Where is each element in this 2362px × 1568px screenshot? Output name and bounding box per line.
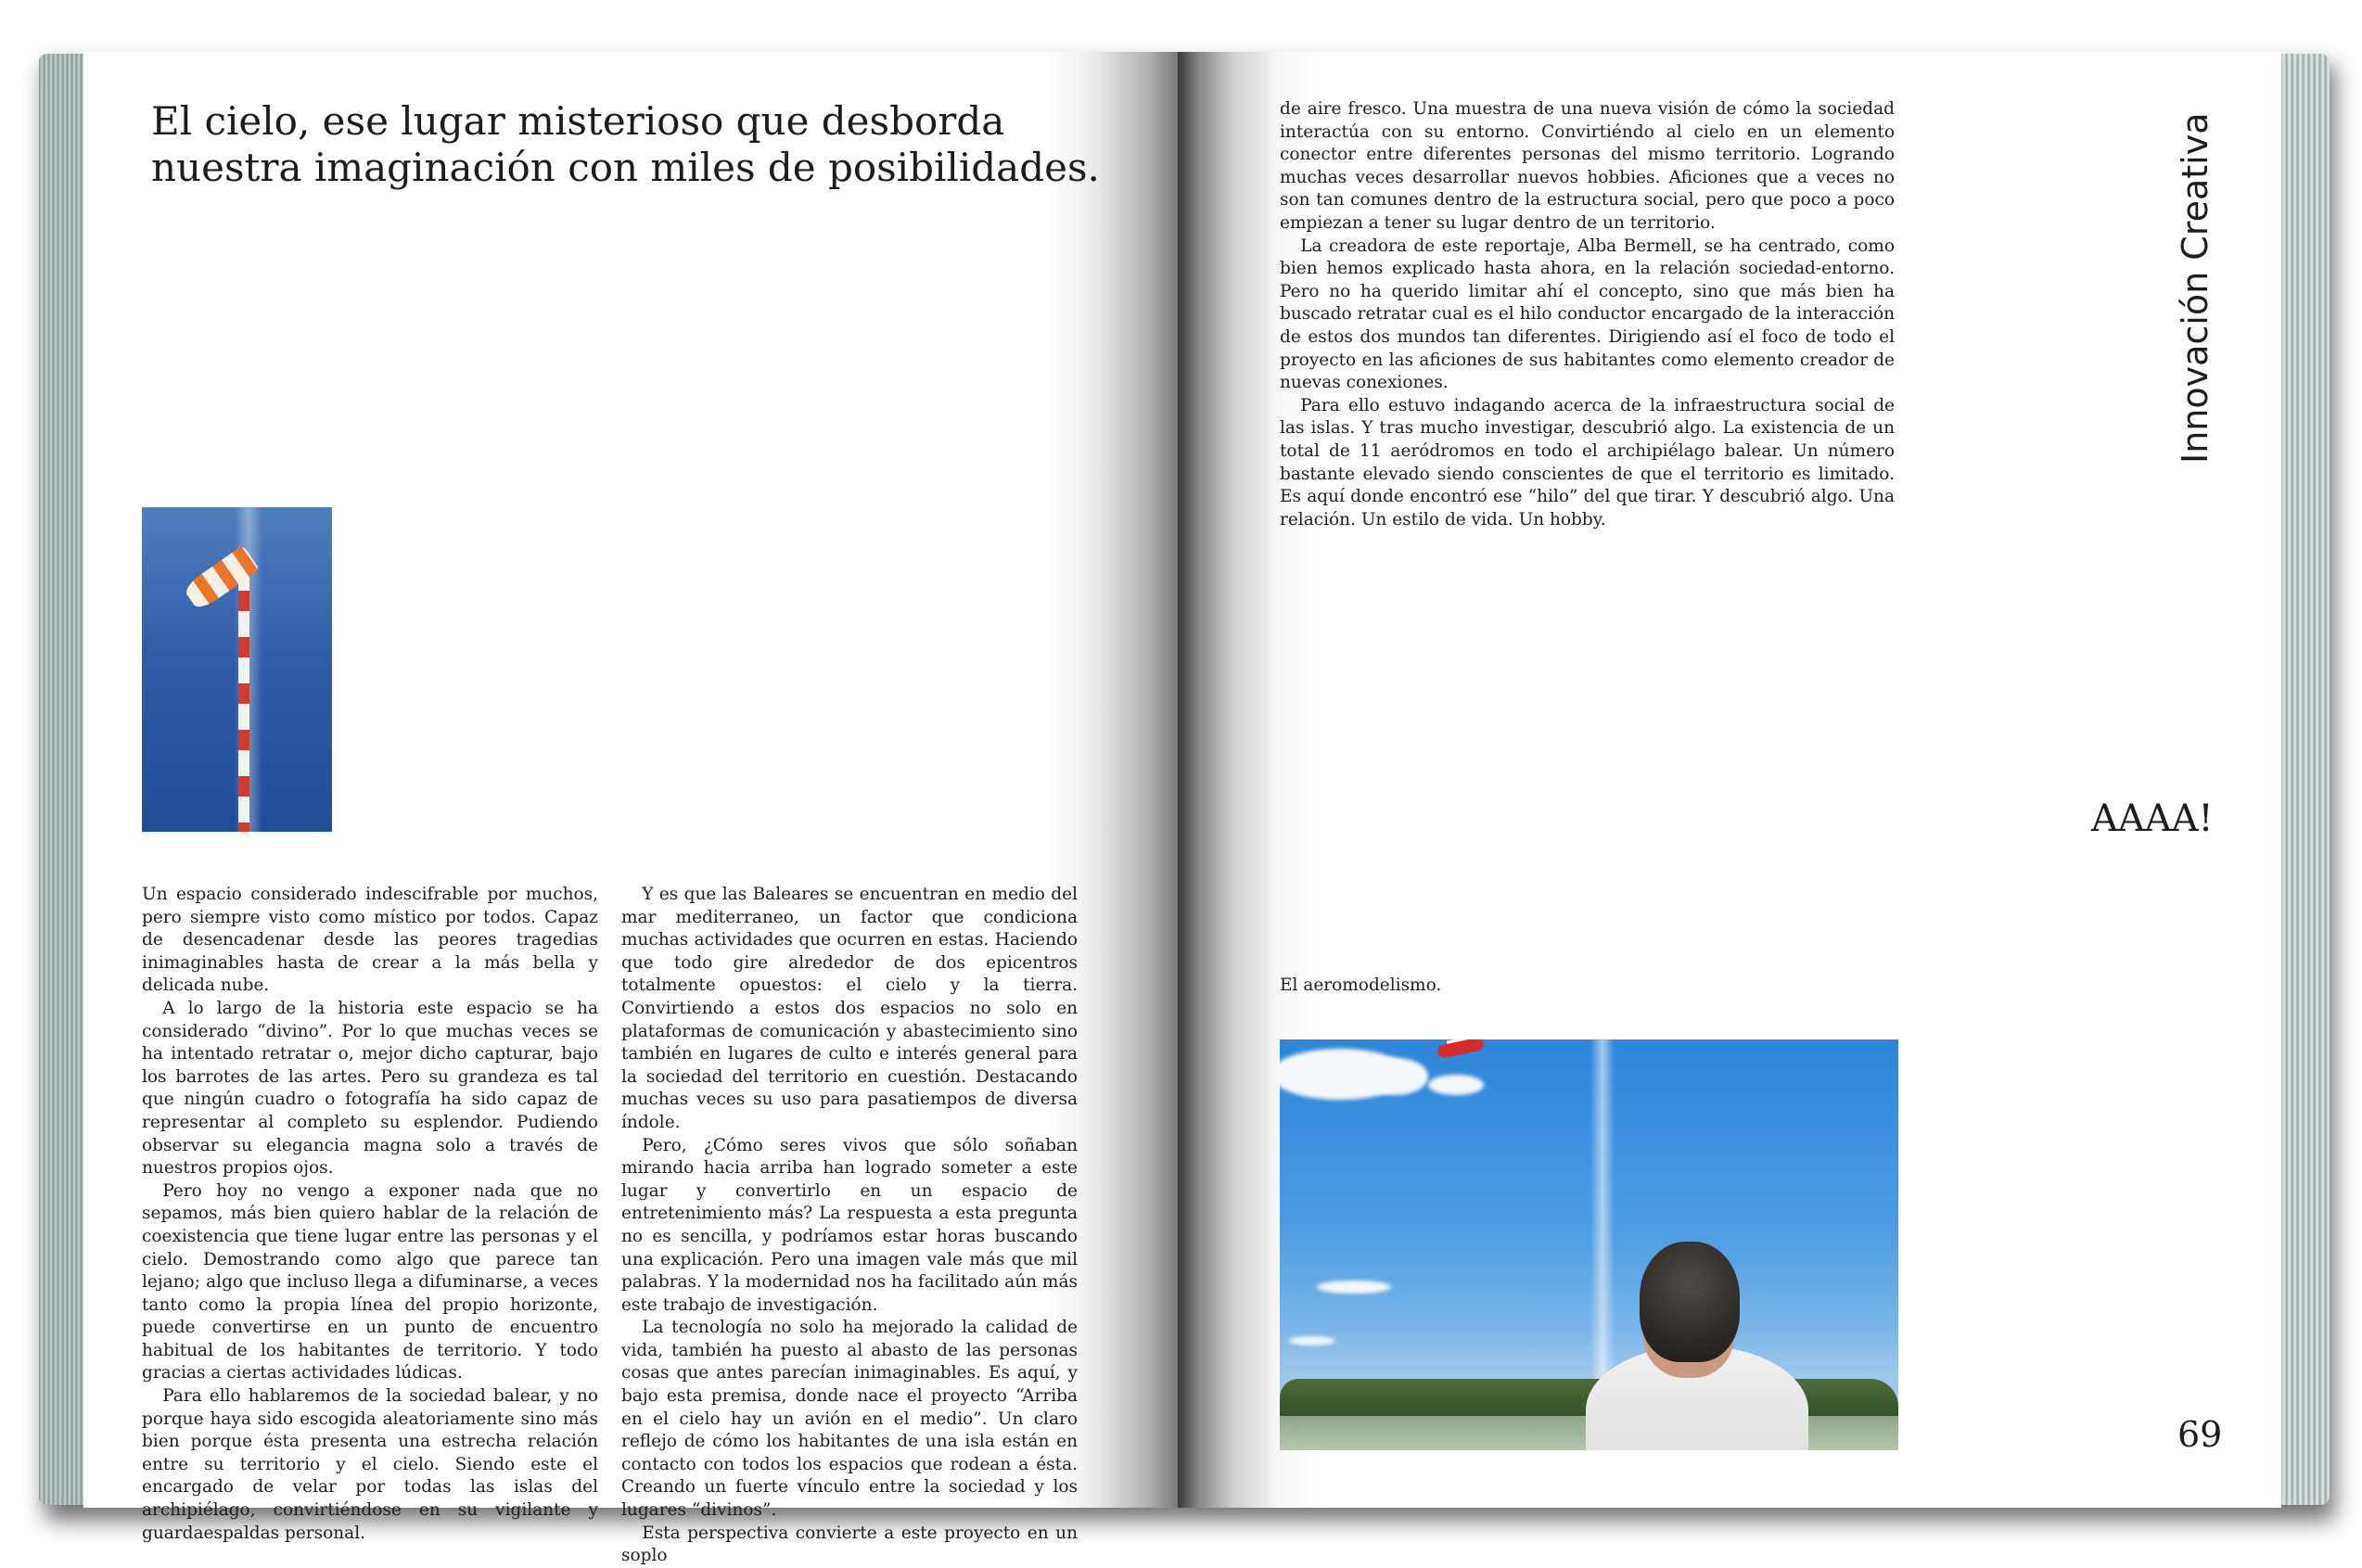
headline: El cielo, ese lugar misterioso que desborda nuestra imaginación con miles de posibilidades.: [151, 98, 1100, 190]
paragraph: Pero hoy no vengo a exponer nada que no sepamos, más bien quiero hablar de la relación de coexistencia que tiene lugar entre las personas y el cielo. Demostrando como algo que parece tan lejano; algo que incluso llega a difuminarse, a veces tanto como la propia línea del propio horizonte, puede convertirse en un punto de encuentro habitual de los habitantes de territorio. Y todo gracias a ciertas actividades lúdicas.: [142, 1180, 598, 1383]
aeromodelling-photo: [1280, 1039, 1898, 1450]
paragraph: Esta perspectiva convierte a este proyecto en un soplo: [621, 1523, 1078, 1566]
windsock-pole: [238, 565, 249, 832]
cloud: [1363, 1058, 1428, 1095]
paragraph: Y es que las Baleares se encuentran en medio del mar mediterraneo, un factor que condiciona muchas actividades que ocurren en estas. Haciendo que todo gire alrededor de dos epicentros totalmente opuestos: el cielo y la tierra. Convirtiendo a estos dos espacios no solo en plataformas de comunicación y abastecimiento sino también en lugares de culto e interés general para la sociedad del territorio en cuestión. Destacando muchas veces su uso para pasatiempos de diversa índole.: [621, 885, 1078, 1132]
model-plane: [1436, 1039, 1485, 1059]
article-column-1: [142, 884, 598, 1545]
photo-caption: El aeromodelismo.: [1280, 975, 1442, 995]
cloud: [1428, 1075, 1484, 1095]
exclamation-text: AAAA!: [2091, 797, 2214, 840]
paragraph: Un espacio considerado indescifrable por muchos, pero siempre visto como místico por todos. Capaz de desencadenar desde las peores tragedias inimaginables hasta de crear a la más bella y delicada nube.: [142, 885, 598, 996]
section-title-vertical: Innovación Creativa: [2175, 112, 2215, 464]
paragraph: La creadora de este reportaje, Alba Bermell, se ha centrado, como bien hemos explicado hasta ahora, en la relación sociedad-entorno. Pero no ha querido limitar ahí el concepto, sino que más bien ha buscado retratar cual es el hilo conductor encargado de la interacción de estos dos mundos tan diferentes. Dirigiendo así el foco de todo el proyecto en las aficiones de sus habitantes como elemento creador de nuevas conexiones.: [1280, 236, 1895, 393]
paragraph: de aire fresco. Una muestra de una nueva visión de cómo la sociedad interactúa con su entorno. Convirtiéndo al cielo en un elemento conector entre diferentes personas del mismo territorio. Logrando muchas veces desarrollar nuevos hobbies. Aficiones que a veces no son tan comunes dentro de la estructura social, pero que poco a poco empiezan a tener su lugar dentro de un territorio.: [1280, 99, 1895, 233]
article-column-3: [1280, 98, 1895, 531]
person-head: [1640, 1242, 1740, 1362]
cloud: [1289, 1336, 1335, 1345]
paragraph: A lo largo de la historia este espacio se ha considerado “divino”. Por lo que muchas veces se ha intentado retratar o, mejor dicho capturar, bajo los barrotes de las artes. Pero su grandeza es tal que ningún cuadro o fotografía ha sido capaz de representar al completo su esplendor. Pudiendo observar su elegancia magna solo a través de nuestros propios ojos.: [142, 998, 598, 1179]
windsock-photo: [142, 507, 332, 832]
page-number: 69: [2177, 1414, 2223, 1455]
paragraph: Para ello hablaremos de la sociedad balear, y no porque haya sido escogida aleatoriamente sino más bien porque ésta presenta una estrecha relación entre su territorio y el cielo. Siendo este el encargado de velar por todas las islas del archipiélago, convirtiéndose en su vigilante y guardaespaldas personal.: [142, 1386, 598, 1543]
paragraph: La tecnología no solo ha mejorado la calidad de vida, también ha puesto al abasto de las personas cosas que antes parecían inimaginables. Es aquí, y bajo esta premisa, donde nace el proyecto “Arriba en el cielo hay un avión en el medio”. Un claro reflejo de cómo los habitantes de una isla están en contacto con todos los espacios que rodean a ésta. Creando un fuerte vínculo entre la sociedad y los lugares “divinos”.: [621, 1318, 1078, 1521]
article-column-2: [621, 884, 1078, 1568]
paragraph: Para ello estuvo indagando acerca de la infraestructura social de las islas. Y tras mucho investigar, descubrió algo. La existencia de un total de 11 aeródromos en todo el archipiélago balear. Un número bastante elevado siendo conscientes de que el territorio es limitado. Es aquí donde encontró ese “hilo” del que tirar. Y descubrió algo. Una relación. Un estilo de vida. Un hobby.: [1280, 395, 1895, 529]
cloud: [1317, 1281, 1391, 1294]
paragraph: Pero, ¿Cómo seres vivos que sólo soñaban mirando hacia arriba han logrado someter a este lugar y convertirlo en un espacio de entretenimiento más? La respuesta a esta pregunta no es sencilla, y podríamos estar horas buscando una explicación. Pero una imagen vale más que mil palabras. Y la modernidad nos ha facilitado aún más este trabajo de investigación.: [621, 1135, 1078, 1315]
